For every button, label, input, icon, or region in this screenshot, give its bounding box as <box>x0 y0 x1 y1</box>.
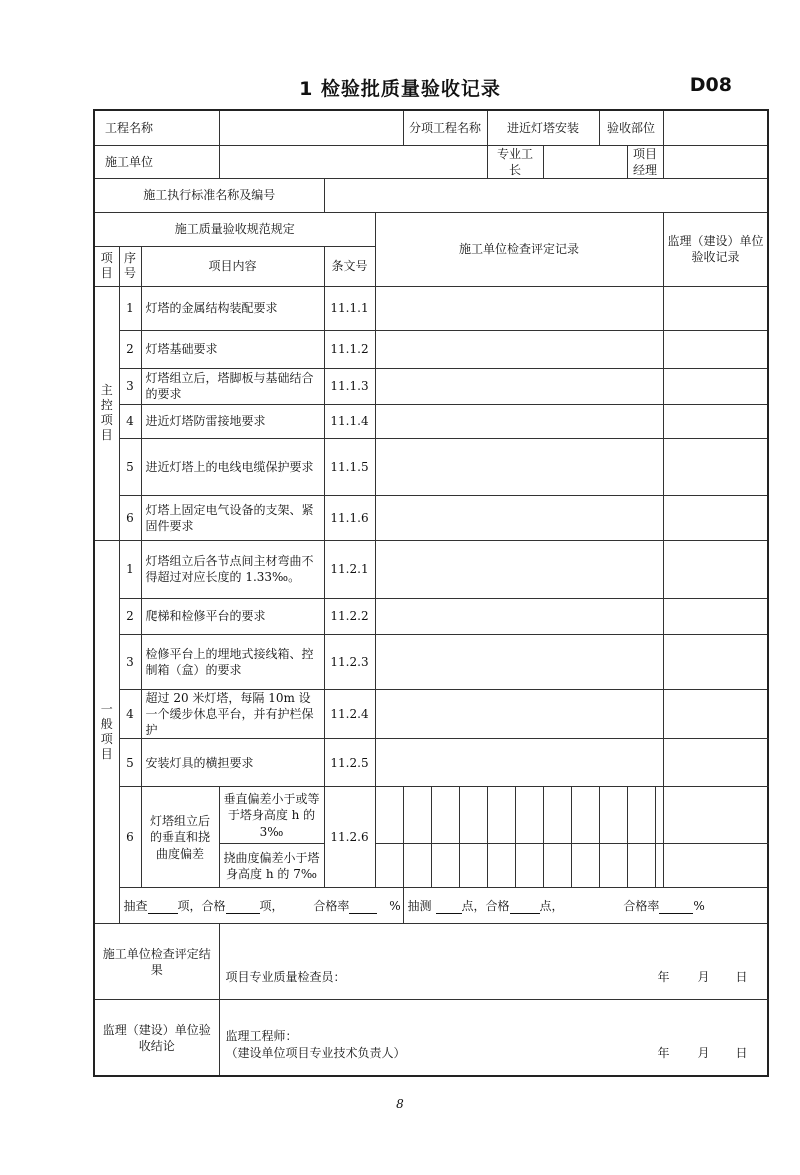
supervision-record-header: 监理（建设）单位验收记录 <box>663 212 768 286</box>
measure-cell[interactable] <box>599 787 627 844</box>
pass-rate2-blank[interactable] <box>659 901 693 914</box>
month-label: 月 <box>697 970 710 985</box>
construction-record-cell[interactable] <box>375 689 663 739</box>
item-no: 4 <box>119 404 141 438</box>
construction-unit-field[interactable] <box>219 145 487 178</box>
pass-rate-label: 合格率 <box>313 898 350 913</box>
construction-record-cell[interactable] <box>375 368 663 404</box>
supervision-record-cell[interactable] <box>663 540 768 598</box>
item-no: 5 <box>119 739 141 787</box>
standard-label: 施工执行标准名称及编号 <box>94 178 324 212</box>
item-no: 6 <box>119 495 141 540</box>
table-row <box>94 598 768 634</box>
point-unit2: 点， <box>539 898 564 913</box>
item-content: 灯塔基础要求 <box>141 330 324 368</box>
item-clause: 11.2.1 <box>324 540 375 598</box>
measure-cell[interactable] <box>375 844 403 888</box>
table-row <box>94 540 768 598</box>
sub-project-label: 分项工程名称 <box>403 110 487 145</box>
item-content: 爬梯和检修平台的要求 <box>141 598 324 634</box>
item-unit2: 项， <box>259 898 284 913</box>
general-items-label: 一 般 项 目 <box>94 540 119 924</box>
item-clause: 11.1.2 <box>324 330 375 368</box>
project-name-label: 工程名称 <box>94 110 219 145</box>
percent-sign: % <box>389 898 401 913</box>
supervision-record-cell[interactable] <box>663 689 768 739</box>
measure-cell[interactable] <box>403 787 431 844</box>
summary-row <box>94 888 768 924</box>
measure-cell[interactable] <box>431 844 459 888</box>
owner-label: （建设单位项目专业技术负责人） <box>225 1046 406 1061</box>
inspect-part-label: 验收部位 <box>599 110 663 145</box>
item-clause: 11.1.3 <box>324 368 375 404</box>
construction-record-cell[interactable] <box>375 598 663 634</box>
inspector-label: 项目专业质量检查员： <box>225 970 346 985</box>
item-no: 6 <box>119 787 141 888</box>
main-items-label: 主 控 项 目 <box>94 286 119 540</box>
pass-count-blank[interactable] <box>226 901 260 914</box>
item-content: 超过 20 米灯塔，每隔 10m 设一个缓步休息平台，并有护栏保护 <box>141 689 324 739</box>
summary-left <box>119 888 403 924</box>
construction-record-cell[interactable] <box>375 739 663 787</box>
item-no: 2 <box>119 330 141 368</box>
construction-conclusion-label: 施工单位检查评定结果 <box>94 924 219 1000</box>
measure-cell[interactable] <box>459 844 487 888</box>
measure-cell[interactable] <box>627 787 655 844</box>
measure-cell[interactable] <box>403 844 431 888</box>
foreman-field[interactable] <box>543 145 627 178</box>
supervision-record-cell[interactable] <box>663 330 768 368</box>
measure-cell[interactable] <box>543 787 571 844</box>
measure-cell[interactable] <box>571 844 599 888</box>
construction-record-cell[interactable] <box>375 330 663 368</box>
month-label: 月 <box>697 1046 710 1061</box>
check-label: 抽查 <box>123 898 148 913</box>
supervision-record-cell[interactable] <box>663 438 768 495</box>
table-row <box>94 739 768 787</box>
measure-pass-blank[interactable] <box>510 901 540 914</box>
pm-field[interactable] <box>663 145 768 178</box>
supervision-conclusion-cell[interactable] <box>219 1000 768 1077</box>
sub-project-value[interactable]: 进近灯塔安装 <box>487 110 599 145</box>
measure-cell[interactable] <box>487 844 515 888</box>
measure-cell[interactable] <box>627 844 655 888</box>
construction-unit-label: 施工单位 <box>94 145 219 178</box>
supervision-record-cell[interactable] <box>663 495 768 540</box>
pass-rate2-label: 合格率 <box>623 898 660 913</box>
form-code: D08 <box>689 74 732 96</box>
item-no: 2 <box>119 598 141 634</box>
measure-count-blank[interactable] <box>436 901 462 914</box>
measure-cell[interactable] <box>375 787 403 844</box>
measure-cell[interactable] <box>459 787 487 844</box>
measure-cell[interactable] <box>515 787 543 844</box>
check-count-blank[interactable] <box>148 901 178 914</box>
item-clause: 11.1.4 <box>324 404 375 438</box>
pass-rate-blank[interactable] <box>349 901 377 914</box>
item-content: 灯塔组立后的垂直和挠曲度偏差 <box>141 787 219 888</box>
foreman-label: 专业工长 <box>487 145 543 178</box>
construction-record-header: 施工单位检查评定记录 <box>375 212 663 286</box>
construction-conclusion-cell[interactable] <box>219 924 768 1000</box>
supervision-conclusion-label: 监理（建设）单位验收结论 <box>94 1000 219 1077</box>
table-row <box>94 689 768 739</box>
table-row <box>94 330 768 368</box>
point-unit: 点，合格 <box>461 898 510 913</box>
table-row <box>94 438 768 495</box>
supervision-record-cell[interactable] <box>663 598 768 634</box>
item-no: 4 <box>119 689 141 739</box>
item-content: 灯塔组立后，塔脚板与基础结合的要求 <box>141 368 324 404</box>
inspect-part-field[interactable] <box>663 110 768 145</box>
construction-conclusion-row <box>94 924 768 1000</box>
item-content: 灯塔组立后各节点间主材弯曲不得超过对应长度的 1.33‰。 <box>141 540 324 598</box>
construction-record-cell[interactable] <box>375 495 663 540</box>
supervision-record-cell[interactable] <box>663 368 768 404</box>
measure-cell[interactable] <box>515 844 543 888</box>
spec-header: 施工质量验收规范规定 <box>94 212 375 246</box>
summary-right <box>403 888 768 924</box>
engineer-label: 监理工程师： <box>225 1029 298 1044</box>
page-title: 1 检验批质量验收记录 <box>299 78 501 100</box>
content-header: 项目内容 <box>141 246 324 286</box>
table-row <box>94 368 768 404</box>
supervision-record-cell[interactable] <box>663 404 768 438</box>
item-clause: 11.2.4 <box>324 689 375 739</box>
item-content: 检修平台上的埋地式接线箱、控制箱（盒）的要求 <box>141 634 324 689</box>
measure-cell[interactable] <box>599 844 627 888</box>
item-subcontent: 垂直偏差小于或等于塔身高度 h 的 3‰ <box>219 787 324 844</box>
table-row <box>94 495 768 540</box>
item-content: 安装灯具的横担要求 <box>141 739 324 787</box>
supervision-record-cell[interactable] <box>663 286 768 330</box>
measure-cell[interactable] <box>487 787 515 844</box>
table-row <box>94 787 768 844</box>
measure-cell[interactable] <box>655 787 663 844</box>
table-row <box>94 404 768 438</box>
construction-record-cell[interactable] <box>375 404 663 438</box>
item-no: 1 <box>119 286 141 330</box>
measure-label: 抽测 <box>407 898 432 913</box>
construction-record-cell[interactable] <box>375 438 663 495</box>
measure-cell[interactable] <box>655 844 663 888</box>
seq-header: 序 号 <box>119 246 141 286</box>
supervision-record-cell[interactable] <box>663 634 768 689</box>
item-no: 3 <box>119 634 141 689</box>
item-clause: 11.2.5 <box>324 739 375 787</box>
day-label: 日 <box>735 1046 748 1061</box>
item-clause: 11.1.5 <box>324 438 375 495</box>
item-content: 进近灯塔上的电线电缆保护要求 <box>141 438 324 495</box>
item-content: 灯塔的金属结构装配要求 <box>141 286 324 330</box>
construction-record-cell[interactable] <box>375 540 663 598</box>
year-label: 年 <box>657 1046 670 1061</box>
item-content: 进近灯塔防雷接地要求 <box>141 404 324 438</box>
item-no: 5 <box>119 438 141 495</box>
item-no: 3 <box>119 368 141 404</box>
project-name-field[interactable] <box>219 110 403 145</box>
item-clause: 11.1.1 <box>324 286 375 330</box>
percent2-sign: % <box>693 898 705 913</box>
item-clause: 11.2.3 <box>324 634 375 689</box>
item-clause: 11.2.2 <box>324 598 375 634</box>
table-row <box>94 634 768 689</box>
clause-header: 条文号 <box>324 246 375 286</box>
item-clause: 11.2.6 <box>324 787 375 888</box>
construction-record-cell[interactable] <box>375 634 663 689</box>
item-no: 1 <box>119 540 141 598</box>
supervision-record-cell[interactable] <box>663 787 768 844</box>
supervision-record-cell[interactable] <box>663 844 768 888</box>
item-content: 灯塔上固定电气设备的支架、紧固件要求 <box>141 495 324 540</box>
supervision-record-cell[interactable] <box>663 739 768 787</box>
category-header: 项 目 <box>94 246 119 286</box>
measure-cell[interactable] <box>431 787 459 844</box>
inspection-record-table <box>93 109 769 1077</box>
standard-field[interactable] <box>324 178 768 212</box>
day-label: 日 <box>735 970 748 985</box>
construction-record-cell[interactable] <box>375 286 663 330</box>
year-label: 年 <box>657 970 670 985</box>
measure-cell[interactable] <box>543 844 571 888</box>
item-clause: 11.1.6 <box>324 495 375 540</box>
item-subcontent: 挠曲度偏差小于塔身高度 h 的 7‰ <box>219 844 324 888</box>
item-unit: 项，合格 <box>177 898 226 913</box>
pm-label: 项目经理 <box>627 145 663 178</box>
supervision-conclusion-row <box>94 1000 768 1077</box>
page-number: 8 <box>396 1097 404 1111</box>
table-row <box>94 286 768 330</box>
measure-cell[interactable] <box>571 787 599 844</box>
